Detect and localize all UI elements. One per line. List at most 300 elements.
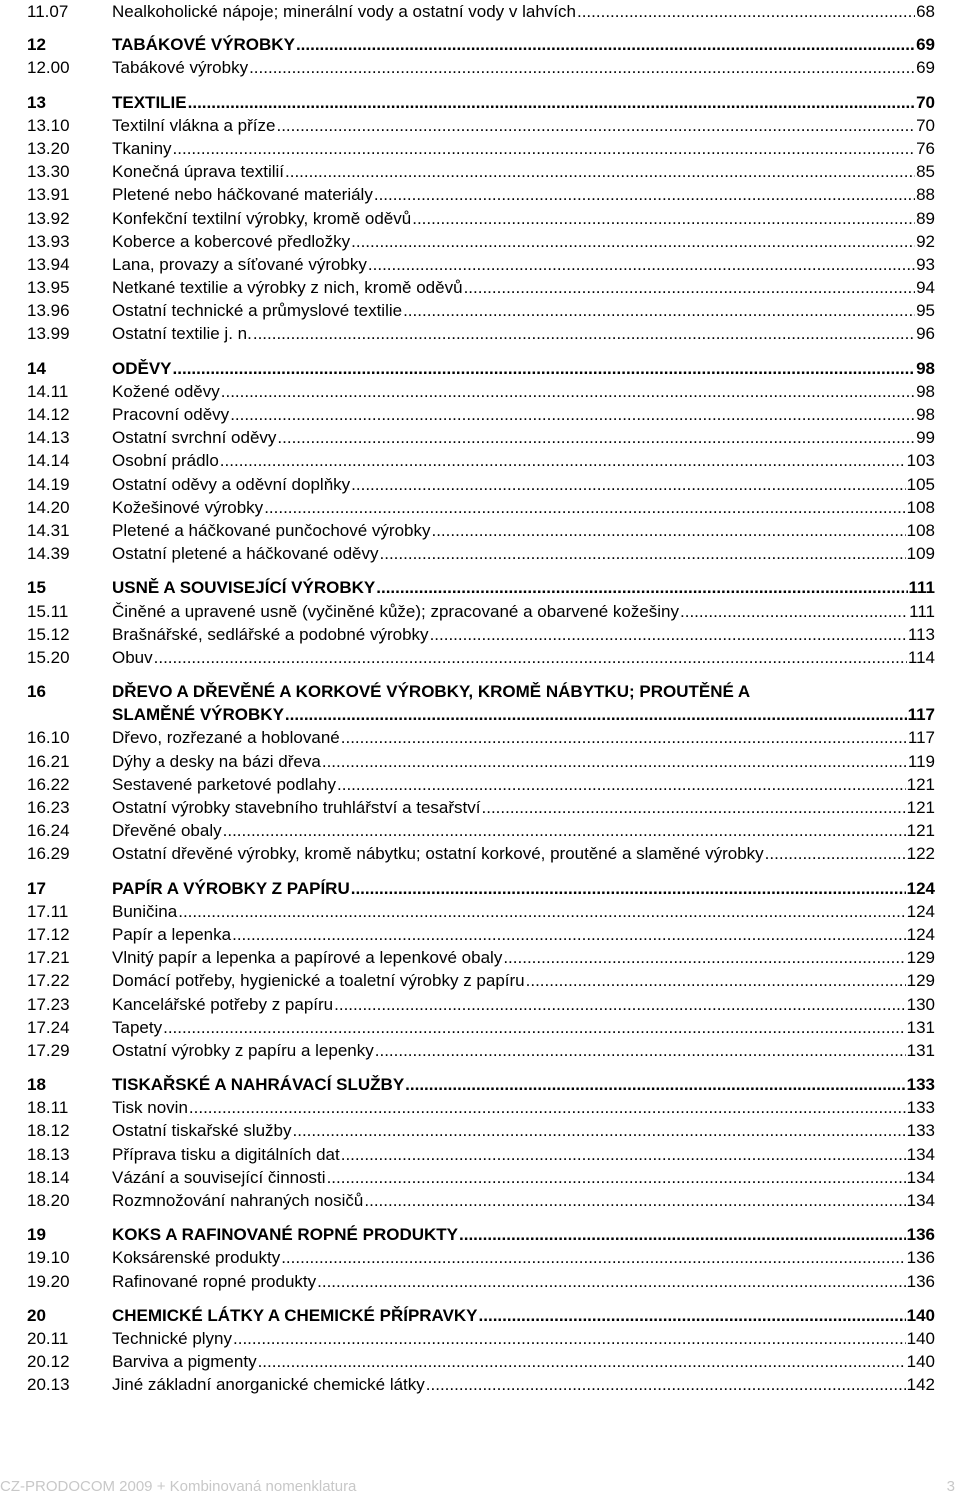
toc-entry-line [112,449,935,472]
toc-entry-line [112,519,935,542]
toc-entry-code: 14.13 [27,428,70,448]
toc-entry[interactable] [27,1166,935,1189]
toc-entry-title: Vlnitý papír a lepenka a papírové a lepenkové obaly [112,948,503,968]
toc-entry-code: 16.21 [27,751,70,771]
toc-entry-page: 124 [906,901,935,921]
dot-leader [276,114,915,137]
dot-leader [368,253,915,276]
toc-entry-code: 18.20 [27,1191,70,1211]
toc-entry-page: 129 [906,971,935,991]
dot-leader [403,299,915,322]
toc-entry-page: 98 [916,358,935,378]
toc-entry-title: Ostatní výrobky stavebního truhlářství a tesařství [112,798,481,818]
toc-entry-title: SLAMĚNÉ VÝROBKY [112,705,284,725]
toc-entry-title: Lana, provazy a síťované výrobky [112,254,367,274]
toc-entry-title: Konfekční textilní výrobky, kromě oděvů [112,208,412,228]
dot-leader [341,726,907,749]
toc-entry[interactable] [27,1246,935,1269]
toc-entry[interactable] [27,322,935,345]
toc-entry[interactable] [27,519,935,542]
toc-entry-title: Osobní prádlo [112,451,219,471]
toc-section-heading[interactable] [27,1073,935,1096]
toc-entry[interactable] [27,993,935,1016]
toc-entry-line [112,403,935,426]
toc-entry-title: USNĚ A SOUVISEJÍCÍ VÝROBKY [112,578,376,598]
dot-leader [249,56,915,79]
toc-entry-code: 18.13 [27,1144,70,1164]
toc-entry-title: Barviva a pigmenty [112,1352,257,1372]
toc-entry-code: 13.94 [27,254,70,274]
toc-entry[interactable] [27,819,935,842]
toc-entry-title: Příprava tisku a digitálních dat [112,1144,340,1164]
toc-entry-line [112,842,935,865]
toc-entry-title: TISKAŘSKÉ A NAHRÁVACÍ SLUŽBY [112,1075,405,1095]
toc-entry-line [112,796,935,819]
toc-entry[interactable] [27,0,935,23]
toc-entry-code: 11.07 [27,2,69,21]
toc-entry-code: 18 [27,1075,46,1095]
dot-leader [223,819,906,842]
toc-entry-code: 17.24 [27,1017,70,1037]
toc-entry-code: 16.10 [27,728,70,748]
toc-section-heading[interactable] [27,33,935,56]
toc-entry-page: 89 [916,208,935,228]
toc-entry[interactable] [27,230,935,253]
toc-entry[interactable] [27,426,935,449]
toc-entry-line [112,207,935,230]
toc-entry-line [112,253,935,276]
toc-entry[interactable] [27,1270,935,1293]
toc-entry[interactable] [27,183,935,206]
dot-leader [293,1119,906,1142]
toc-entry[interactable] [27,923,935,946]
toc-entry[interactable] [27,900,935,923]
toc-entry-code: 14.20 [27,497,70,517]
dot-leader [173,357,916,380]
toc-entry-line [112,160,935,183]
toc-section-heading[interactable] [27,91,935,114]
toc-entry-code: 20 [27,1305,46,1325]
toc-entry-page: 108 [906,497,935,517]
dot-leader [479,1304,906,1327]
toc-entry-code: 17.11 [27,901,69,921]
toc-section-heading[interactable] [27,576,935,599]
toc-entry-title: Konečná úprava textilií [112,162,284,182]
toc-entry[interactable] [27,496,935,519]
toc-entry[interactable] [27,276,935,299]
toc-entry-page: 133 [906,1075,935,1095]
toc-entry-line [112,726,935,749]
toc-entry-page: 136 [906,1271,935,1291]
toc-entry-line [112,1304,935,1327]
toc-entry-line [112,496,935,519]
toc-entry-code: 13 [27,92,46,112]
toc-entry[interactable] [27,380,935,403]
toc-entry-title: Vázání a související činnosti [112,1167,326,1187]
table-of-contents [27,0,935,1397]
toc-entry-page: 133 [906,1121,935,1141]
toc-entry-code: 14 [27,358,46,378]
toc-entry-code: 13.93 [27,231,70,251]
toc-entry-title: Tabákové výrobky [112,58,249,78]
toc-entry[interactable] [27,750,935,773]
toc-entry-title: Kožené oděvy [112,381,220,401]
dot-leader [405,1073,905,1096]
toc-entry-line [112,33,935,56]
toc-entry-page: 105 [906,474,935,494]
toc-entry-line [112,646,935,669]
toc-entry-title: PAPÍR A VÝROBKY Z PAPÍRU [112,878,350,898]
toc-entry-page: 140 [906,1352,935,1372]
toc-entry-line [112,1246,935,1269]
toc-section-heading[interactable] [27,877,935,900]
toc-entry-page: 68 [916,2,935,21]
dot-leader [154,646,907,669]
toc-entry-code: 15.20 [27,647,70,667]
dot-leader [364,1189,905,1212]
toc-entry-code: 19 [27,1225,46,1245]
toc-entry-line [112,230,935,253]
dot-leader [374,183,915,206]
toc-entry-title: ODĚVY [112,358,172,378]
toc-section-heading[interactable] [27,1304,935,1327]
toc-entry-code: 17.22 [27,971,70,991]
toc-entry-page: 98 [916,405,935,424]
dot-leader [322,750,907,773]
dot-leader [503,946,905,969]
toc-entry-page: 119 [907,751,935,771]
toc-entry-page: 142 [906,1375,935,1395]
toc-entry[interactable] [27,600,935,623]
toc-entry-line [112,923,935,946]
toc-entry-code: 15 [27,578,46,598]
toc-entry[interactable] [27,299,935,322]
toc-entry-title: Tisk novin [112,1098,188,1118]
toc-entry-page: 98 [916,381,935,401]
toc-entry-page: 121 [906,798,935,818]
toc-entry-title: Ostatní výrobky z papíru a lepenky [112,1040,374,1060]
dot-leader [232,923,906,946]
dot-leader [341,1143,906,1166]
toc-entry-line [112,183,935,206]
toc-entry-page: 111 [908,578,935,598]
toc-entry-page: 70 [916,115,935,135]
toc-entry[interactable] [27,842,935,865]
toc-entry-code: 12 [27,35,46,55]
dot-leader [426,1373,906,1396]
toc-entry[interactable] [27,1119,935,1142]
toc-entry-code: 13.95 [27,278,70,298]
toc-entry-line [112,426,935,449]
dot-leader [253,322,915,345]
toc-entry-title: Dřevo, rozřezané a hoblované [112,728,340,748]
toc-entry-title: Ostatní textilie j. n. [112,324,252,344]
toc-entry-title: Ostatní technické a průmyslové textilie [112,301,403,321]
toc-entry-line [112,1223,935,1246]
toc-entry-code: 20.13 [27,1375,70,1395]
toc-entry[interactable] [27,969,935,992]
toc-section-heading[interactable] [27,357,935,380]
dot-leader [375,1039,906,1062]
toc-entry-code: 20.11 [27,1328,69,1348]
toc-entry-title: Papír a lepenka [112,924,232,944]
dot-leader [163,1016,906,1039]
toc-entry[interactable] [27,796,935,819]
toc-entry[interactable] [27,403,935,426]
toc-entry-line [112,773,935,796]
toc-entry-page: 76 [916,138,935,158]
toc-entry-page: 95 [916,301,935,321]
dot-leader [351,877,906,900]
toc-entry[interactable] [27,726,935,749]
toc-entry-line [112,1039,935,1062]
toc-entry-line [112,299,935,322]
toc-entry[interactable] [27,623,935,646]
dot-leader [173,137,916,160]
toc-entry-line [112,1016,935,1039]
toc-entry-code: 15.12 [27,624,70,644]
toc-entry-code: 13.30 [27,162,70,182]
dot-leader [258,1350,906,1373]
toc-entry-title: Ostatní oděvy a oděvní doplňky [112,474,351,494]
toc-entry[interactable] [27,56,935,79]
toc-entry-title: Brašnářské, sedlářské a podobné výrobky [112,624,429,644]
toc-entry-line [112,1166,935,1189]
toc-entry-code: 14.11 [27,381,69,401]
toc-entry-page: 70 [916,92,935,112]
toc-entry[interactable] [27,137,935,160]
toc-entry-code: 17.23 [27,994,70,1014]
toc-entry-code: 17 [27,878,46,898]
toc-entry-page: 122 [906,844,935,864]
toc-entry-line [112,473,935,496]
toc-entry[interactable] [27,1350,935,1373]
toc-entry-page: 92 [916,231,935,251]
toc-entry-code: 18.14 [27,1167,70,1187]
toc-entry-line [112,877,935,900]
toc-entry-page: 124 [906,878,935,898]
dot-leader [351,230,915,253]
toc-entry-title: Rafinované ropné produkty [112,1271,317,1291]
toc-entry-code: 15.11 [27,601,69,621]
toc-entry-page: 108 [906,520,935,540]
toc-entry-page: 69 [916,58,935,78]
toc-entry-line [112,750,935,773]
toc-entry-line [112,114,935,137]
dot-leader [264,496,905,519]
toc-entry-code: 13.96 [27,301,70,321]
toc-section-heading[interactable] [27,680,935,726]
toc-entry-page: 133 [906,1098,935,1118]
toc-entry-code: 14.12 [27,405,70,424]
toc-entry-title: Činěné a upravené usně (vyčiněné kůže); zpracované a obarvené kožešiny [112,601,680,621]
toc-entry-title: TEXTILIE [112,92,187,112]
toc-entry[interactable] [27,646,935,669]
toc-entry[interactable] [27,1039,935,1062]
toc-entry-code: 18.12 [27,1121,70,1141]
toc-entry-code: 14.39 [27,544,70,564]
toc-entry-code: 18.11 [27,1098,69,1118]
toc-entry-title: Kožešinové výrobky [112,497,264,517]
dot-leader [233,1327,906,1350]
toc-entry-page: 113 [907,624,935,644]
toc-entry[interactable] [27,114,935,137]
toc-entry[interactable] [27,160,935,183]
dot-leader [178,900,905,923]
dot-leader [380,542,906,565]
toc-entry-line [112,1073,935,1096]
toc-entry-title: Dýhy a desky na bázi dřeva [112,751,321,771]
dot-leader [526,969,906,992]
toc-entry-code: 14.14 [27,451,70,471]
toc-entry[interactable] [27,773,935,796]
toc-entry-title: Ostatní dřevěné výrobky, kromě nábytku; ostatní korkové, proutěné a slaměné výrobky [112,844,764,864]
toc-entry-code: 20.12 [27,1352,70,1372]
toc-entry-line [112,819,935,842]
toc-entry-page: 85 [916,162,935,182]
toc-entry-title: Rozmnožování nahraných nosičů [112,1191,364,1211]
dot-leader [285,160,915,183]
dot-leader [431,519,905,542]
dot-leader [680,600,908,623]
toc-entry-title: Ostatní pletené a háčkované oděvy [112,544,379,564]
toc-entry-title: Technické plyny [112,1328,233,1348]
toc-entry-code: 12.00 [27,58,70,78]
toc-entry-code: 16.29 [27,844,70,864]
dot-leader [188,91,915,114]
toc-entry-code: 17.12 [27,924,70,944]
toc-entry[interactable] [27,207,935,230]
dot-leader [230,403,915,426]
toc-entry-title: Textilní vlákna a příze [112,115,276,135]
dot-leader [482,796,906,819]
toc-entry-line [112,900,935,923]
dot-leader [464,276,916,299]
toc-entry-page: 111 [909,601,935,621]
toc-entry-code: 19.10 [27,1248,70,1268]
dot-leader [577,0,915,23]
page-number: 3 [946,1478,955,1495]
dot-leader [277,426,915,449]
toc-entry-line [112,1373,935,1396]
toc-entry-page: 129 [906,948,935,968]
dot-leader [317,1270,905,1293]
toc-entry[interactable] [27,449,935,472]
toc-entry[interactable] [27,542,935,565]
toc-entry-page: 69 [916,35,935,55]
toc-entry-page: 134 [906,1167,935,1187]
toc-entry-code: 16.22 [27,774,70,794]
toc-entry-code: 13.99 [27,324,70,344]
toc-entry-line [112,276,935,299]
toc-entry-title: TABÁKOVÉ VÝROBKY [112,35,295,55]
toc-entry-title: Koberce a kobercové předložky [112,231,351,251]
toc-entry-line [112,576,935,599]
toc-entry-page: 109 [906,544,935,564]
toc-entry-line [112,1143,935,1166]
toc-entry-title: Pletené nebo háčkované materiály [112,185,373,205]
toc-entry-title: Obuv [112,647,153,667]
toc-entry-page: 99 [916,428,935,448]
toc-entry-title: Pracovní oděvy [112,405,230,424]
toc-entry-line [112,56,935,79]
dot-leader [412,207,915,230]
dot-leader [296,33,915,56]
toc-entry-title: CHEMICKÉ LÁTKY A CHEMICKÉ PŘÍPRAVKY [112,1305,478,1325]
toc-entry-line [112,703,935,726]
toc-entry[interactable] [27,1143,935,1166]
toc-entry-line [112,542,935,565]
toc-entry-line [112,357,935,380]
toc-entry-code: 13.10 [27,115,70,135]
toc-entry-page: 136 [906,1225,935,1245]
toc-entry[interactable] [27,473,935,496]
dot-leader [430,623,907,646]
toc-entry-line [112,1270,935,1293]
toc-entry-title-line1: DŘEVO A DŘEVĚNÉ A KORKOVÉ VÝROBKY, KROMĚ NÁBYTKU; PROUTĚNÉ A [112,682,751,702]
toc-entry-line [112,1327,935,1350]
toc-entry-code: 17.21 [27,948,70,968]
toc-entry-line [112,1119,935,1142]
toc-entry[interactable] [27,1016,935,1039]
toc-entry-line [112,600,935,623]
dot-leader [334,993,906,1016]
page-footer [0,1478,960,1498]
toc-entry-page: 140 [906,1305,935,1325]
dot-leader [337,773,906,796]
toc-entry[interactable] [27,946,935,969]
toc-entry-page: 96 [916,324,935,344]
toc-entry-title: Pletené a háčkované punčochové výrobky [112,520,431,540]
toc-entry[interactable] [27,1096,935,1119]
dot-leader [281,1246,905,1269]
toc-entry-page: 117 [907,728,935,748]
toc-entry-page: 114 [907,647,935,667]
dot-leader [189,1096,906,1119]
toc-entry-page: 121 [906,821,935,841]
footer-title: CZ-PRODOCOM 2009 + Kombinovaná nomenklatura [0,1478,357,1495]
toc-entry-title: Domácí potřeby, hygienické a toaletní výrobky z papíru [112,971,525,991]
toc-section-heading[interactable] [27,1223,935,1246]
toc-entry[interactable] [27,1327,935,1350]
toc-entry-line [112,946,935,969]
toc-entry-line [112,380,935,403]
toc-entry-page: 93 [916,254,935,274]
toc-entry-page: 124 [906,924,935,944]
toc-entry-page: 94 [916,278,935,298]
toc-entry-line [112,137,935,160]
toc-entry-page: 131 [906,1017,935,1037]
toc-entry-title: Netkané textilie a výrobky z nich, kromě oděvů [112,278,463,298]
toc-entry[interactable] [27,253,935,276]
toc-entry-title: Ostatní svrchní oděvy [112,428,277,448]
toc-entry-title: Dřevěné obaly [112,821,222,841]
toc-entry-page: 103 [906,451,935,471]
toc-entry-page: 134 [906,1191,935,1211]
toc-entry-page: 134 [906,1144,935,1164]
toc-entry-code: 13.92 [27,208,70,228]
toc-entry-title: Buničina [112,901,178,921]
toc-entry[interactable] [27,1189,935,1212]
dot-leader [765,842,906,865]
toc-entry-title: Tapety [112,1017,163,1037]
toc-entry[interactable] [27,1373,935,1396]
toc-entry-page: 140 [906,1328,935,1348]
toc-entry-line [112,322,935,345]
toc-entry-code: 14.19 [27,474,70,494]
toc-entry-page: 117 [907,705,935,725]
toc-entry-code: 13.91 [27,185,70,205]
